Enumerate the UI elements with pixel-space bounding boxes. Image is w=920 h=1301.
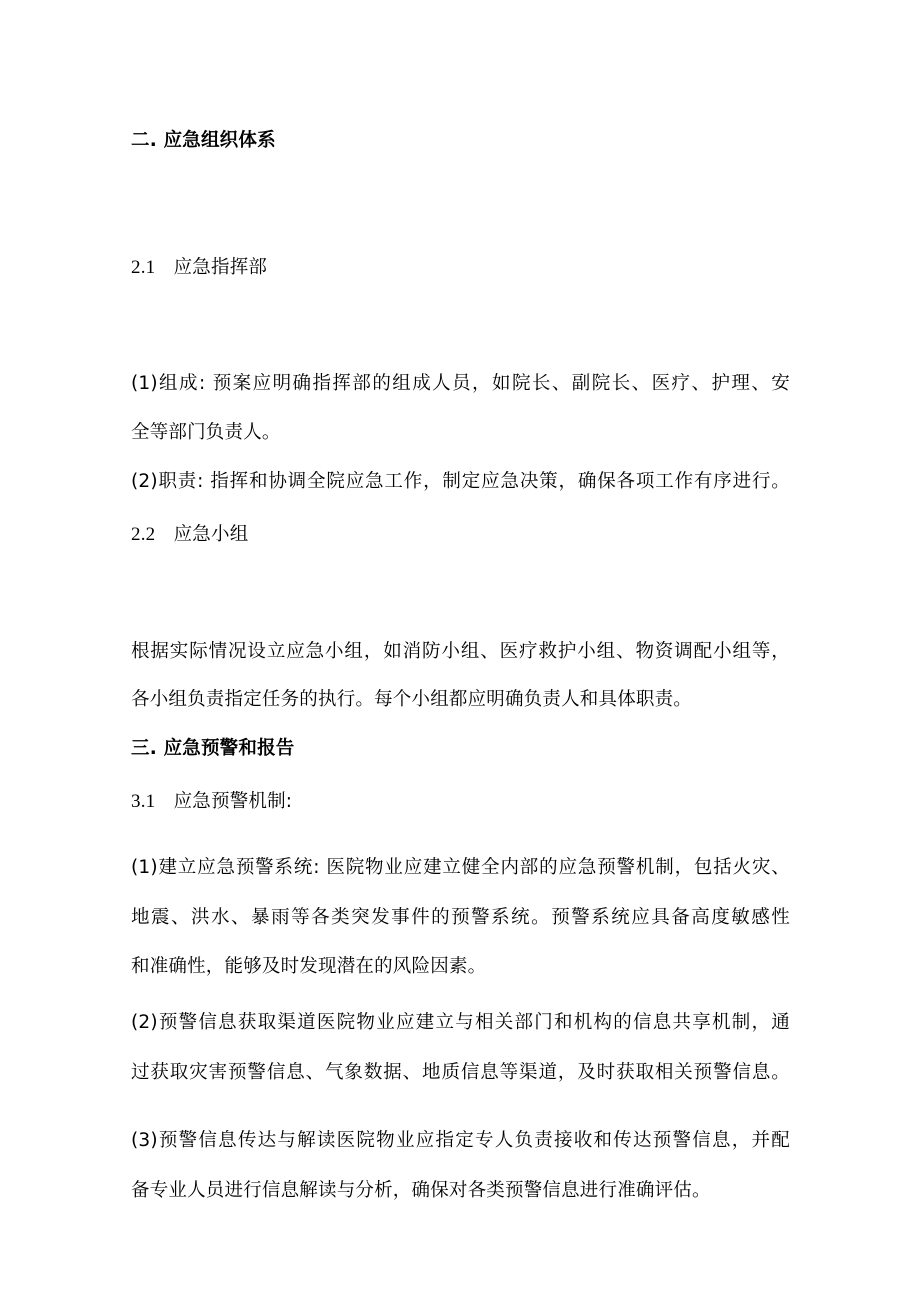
item-3-1-2-line2: 过获取灾害预警信息、气象数据、地质信息等渠道，及时获取相关预警信息。 <box>131 1062 790 1083</box>
item-2-1-1-line2: 全等部门负责人。 <box>131 422 281 443</box>
subsection-2-2-para-line2: 各小组负责指定任务的执行。每个小组都应明确负责人和具体职责。 <box>131 689 693 710</box>
item-3-1-1-label: (1)建立应急预警系统: <box>131 857 320 878</box>
item-2-1-2-label: (2)职责: <box>131 471 204 492</box>
item-3-1-1-line3: 和准确性，能够及时发现潜在的风险因素。 <box>131 956 487 977</box>
item-2-1-2-text1: 指挥和协调全院应急工作，制定应急决策，确保各项工作有序进行。 <box>203 471 790 492</box>
item-2-1-1-label: (1)组成: <box>131 373 206 394</box>
subsection-2-2-heading <box>131 523 248 547</box>
item-3-1-3-line2: 备专业人员进行信息解读与分析，确保对各类预警信息进行准确评估。 <box>131 1180 711 1201</box>
subsection-2-1-title: 应急指挥部 <box>173 257 268 278</box>
item-2-1-2-line1 <box>131 470 790 494</box>
section-2-heading: 二. 应急组织体系 <box>131 130 276 151</box>
subsection-2-2-para-line1: 根据实际情况设立应急小组，如消防小组、医疗救护小组、物资调配小组等， <box>131 641 790 662</box>
subsection-2-2-number: 2.2 <box>131 524 156 545</box>
subsection-3-1-number: 3.1 <box>131 791 156 812</box>
item-3-1-2-text1: 医院物业应建立与相关部门和机构的信息共享机制，通 <box>316 1012 791 1033</box>
subsection-2-1-number: 2.1 <box>131 257 156 278</box>
item-3-1-1-line1 <box>131 856 790 880</box>
item-2-1-1-text1: 预案应明确指挥部的组成人员，如院长、副院长、医疗、护理、安 <box>205 373 790 394</box>
item-3-1-2-label: (2)预警信息获取渠道 <box>131 1012 317 1033</box>
item-2-1-1-line1 <box>131 372 790 396</box>
section-3-heading: 三. 应急预警和报告 <box>131 738 295 759</box>
subsection-2-2-title: 应急小组 <box>173 524 249 545</box>
item-3-1-2-line1 <box>131 1011 790 1035</box>
item-3-1-1-text1: 医院物业应建立健全内部的应急预警机制，包括火灾、 <box>319 857 790 878</box>
item-3-1-3-line1 <box>131 1129 790 1153</box>
subsection-3-1-title: 应急预警机制: <box>173 791 293 812</box>
subsection-2-1-heading <box>131 256 267 280</box>
item-3-1-1-line2: 地震、洪水、暴雨等各类突发事件的预警系统。预警系统应具备高度敏感性 <box>131 907 790 928</box>
item-3-1-3-label: (3)预警信息传达与解读 <box>131 1130 337 1151</box>
subsection-3-1-heading <box>131 790 292 814</box>
item-3-1-3-text1: 医院物业应指定专人负责接收和传达预警信息，并配 <box>336 1130 790 1151</box>
